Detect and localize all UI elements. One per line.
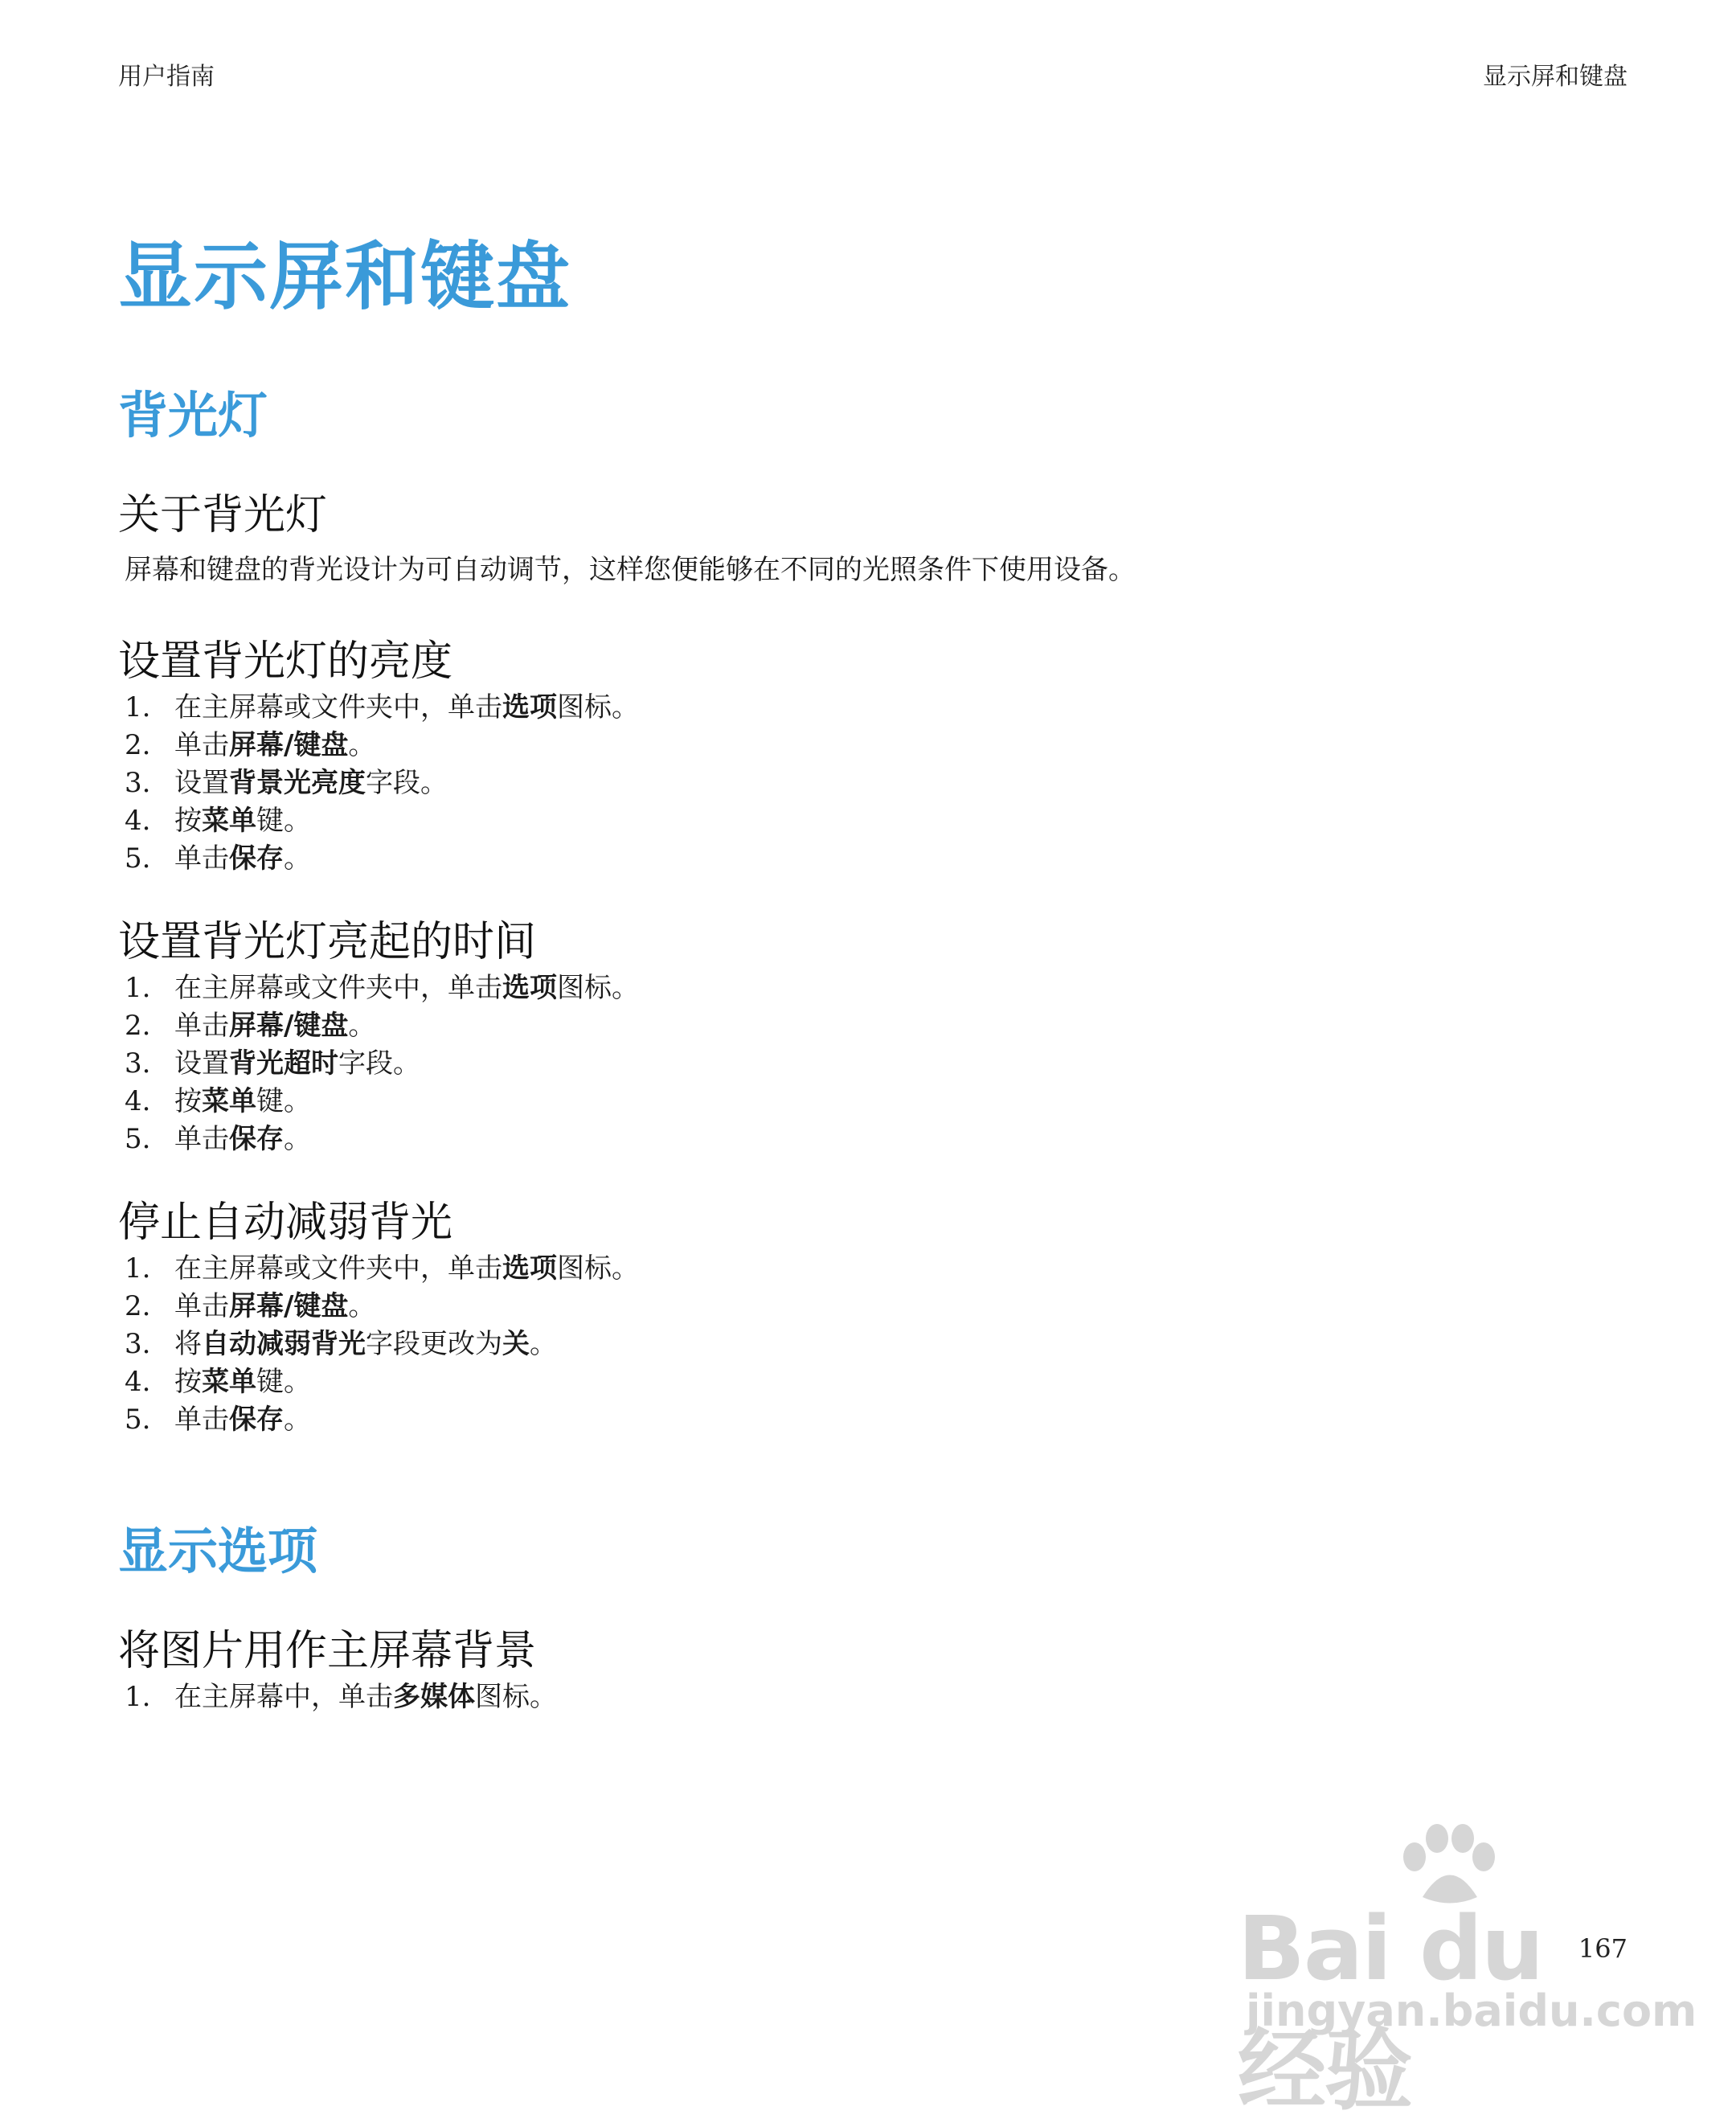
step-text-segment: 设置 xyxy=(174,1047,229,1080)
step-number: 1. xyxy=(125,972,151,1004)
list-item xyxy=(118,1083,1629,1121)
step-text-segment: 。 xyxy=(530,1328,557,1360)
step-ui-term: 背景光亮度 xyxy=(229,767,366,799)
step-text-segment: 将 xyxy=(174,1328,202,1360)
step-number: 1. xyxy=(125,1252,151,1285)
step-text xyxy=(174,727,375,764)
list-item xyxy=(118,1678,1629,1716)
step-text xyxy=(174,1401,311,1439)
step-ui-term: 多媒体 xyxy=(393,1681,475,1713)
step-text xyxy=(174,1045,420,1083)
list-item xyxy=(118,1121,1629,1158)
step-text-segment: 图标。 xyxy=(475,1681,557,1713)
step-text xyxy=(174,840,311,878)
header-left: 用户指南 xyxy=(118,63,215,91)
list-item xyxy=(118,1363,1629,1401)
steps-wallpaper xyxy=(118,1678,1629,1716)
step-number: 5. xyxy=(125,1123,151,1155)
step-number: 3. xyxy=(125,1047,151,1080)
step-text-segment: 。 xyxy=(348,1290,376,1322)
baidu-watermark xyxy=(1238,1821,1697,2122)
step-number: 3. xyxy=(125,1328,151,1360)
step-ui-term: 屏幕/键盘 xyxy=(229,729,349,761)
step-text-segment: 图标。 xyxy=(557,972,639,1004)
step-number: 4. xyxy=(125,1366,151,1398)
step-text-segment: 。 xyxy=(284,842,311,875)
paw-icon xyxy=(1390,1821,1503,1909)
step-text-segment: 在主屏幕中，单击 xyxy=(174,1681,393,1713)
step-text-segment: 按 xyxy=(174,805,202,837)
page-number: 167 xyxy=(1578,1933,1628,1964)
step-text xyxy=(174,764,448,802)
subheading-about-backlight: 关于背光灯 xyxy=(118,491,328,539)
step-text-segment: 图标。 xyxy=(557,1252,639,1285)
step-text-segment: 单击 xyxy=(174,729,229,761)
step-text-segment: 单击 xyxy=(174,1404,229,1436)
list-item xyxy=(118,840,1629,878)
step-text-segment: 键。 xyxy=(256,1085,311,1117)
step-number: 2. xyxy=(125,1290,151,1322)
step-ui-term: 保存 xyxy=(229,842,284,875)
list-item xyxy=(118,689,1629,727)
step-text-segment: 。 xyxy=(348,729,376,761)
step-text-segment: 字段更改为 xyxy=(366,1328,502,1360)
step-text-segment: 。 xyxy=(284,1123,311,1155)
step-text-segment: 。 xyxy=(284,1404,311,1436)
subheading-wallpaper: 将图片用作主屏幕背景 xyxy=(118,1627,537,1675)
step-text xyxy=(174,1678,557,1716)
step-number: 1. xyxy=(125,691,151,723)
list-item xyxy=(118,764,1629,802)
step-ui-term: 屏幕/键盘 xyxy=(229,1010,349,1042)
steps-timeout xyxy=(118,969,1629,1158)
step-text xyxy=(174,689,639,727)
section-heading-backlight: 背光灯 xyxy=(118,386,268,445)
step-text-segment: 设置 xyxy=(174,767,229,799)
step-number: 2. xyxy=(125,729,151,761)
step-text xyxy=(174,802,311,840)
step-text-segment: 键。 xyxy=(256,805,311,837)
list-item xyxy=(118,1045,1629,1083)
step-ui-term: 自动减弱背光 xyxy=(202,1328,366,1360)
step-text xyxy=(174,969,639,1007)
step-number: 3. xyxy=(125,767,151,799)
step-text-segment: 单击 xyxy=(174,1010,229,1042)
step-text-segment: 单击 xyxy=(174,1290,229,1322)
step-number: 4. xyxy=(125,805,151,837)
list-item xyxy=(118,1288,1629,1326)
steps-dimming xyxy=(118,1250,1629,1439)
watermark-url: jingyan.baidu.com xyxy=(1246,1986,1697,2036)
step-number: 5. xyxy=(125,842,151,875)
step-ui-term: 选项 xyxy=(502,691,557,723)
step-text xyxy=(174,1121,311,1158)
step-text-segment: 单击 xyxy=(174,1123,229,1155)
step-ui-term: 屏幕/键盘 xyxy=(229,1290,349,1322)
step-text xyxy=(174,1083,311,1121)
step-ui-term: 菜单 xyxy=(202,1085,256,1117)
step-text-segment: 在主屏幕或文件夹中，单击 xyxy=(174,691,502,723)
step-text xyxy=(174,1326,557,1363)
steps-brightness xyxy=(118,689,1629,878)
watermark-logo: Bai du 经验 xyxy=(1238,1897,1543,2122)
list-item xyxy=(118,1401,1629,1439)
step-number: 4. xyxy=(125,1085,151,1117)
step-text-segment: 按 xyxy=(174,1366,202,1398)
list-item xyxy=(118,1007,1629,1045)
step-ui-term: 菜单 xyxy=(202,805,256,837)
step-text-segment: 。 xyxy=(348,1010,376,1042)
step-ui-term: 关 xyxy=(502,1328,530,1360)
step-text xyxy=(174,1363,311,1401)
list-item xyxy=(118,727,1629,764)
step-ui-term: 背光超时 xyxy=(229,1047,338,1080)
step-number: 2. xyxy=(125,1010,151,1042)
step-text-segment: 图标。 xyxy=(557,691,639,723)
step-text-segment: 字段。 xyxy=(366,767,448,799)
step-text xyxy=(174,1007,375,1045)
step-ui-term: 保存 xyxy=(229,1404,284,1436)
step-ui-term: 保存 xyxy=(229,1123,284,1155)
step-text-segment: 键。 xyxy=(256,1366,311,1398)
list-item xyxy=(118,1326,1629,1363)
step-text-segment: 按 xyxy=(174,1085,202,1117)
step-text-segment: 字段。 xyxy=(338,1047,420,1080)
step-text xyxy=(174,1288,375,1326)
header-right: 显示屏和键盘 xyxy=(1483,63,1628,91)
step-ui-term: 选项 xyxy=(502,972,557,1004)
step-text-segment: 在主屏幕或文件夹中，单击 xyxy=(174,972,502,1004)
subheading-brightness: 设置背光灯的亮度 xyxy=(118,637,453,686)
step-ui-term: 选项 xyxy=(502,1252,557,1285)
step-number: 1. xyxy=(125,1681,151,1713)
page-title: 显示屏和键盘 xyxy=(118,234,572,320)
subheading-backlight-timeout: 设置背光灯亮起的时间 xyxy=(118,918,537,966)
step-text-segment: 单击 xyxy=(174,842,229,875)
step-ui-term: 菜单 xyxy=(202,1366,256,1398)
list-item xyxy=(118,1250,1629,1288)
step-number: 5. xyxy=(125,1404,151,1436)
document-body xyxy=(118,229,1629,1716)
step-text-segment: 在主屏幕或文件夹中，单击 xyxy=(174,1252,502,1285)
about-backlight-paragraph: 屏幕和键盘的背光设计为可自动调节，这样您便能够在不同的光照条件下使用设备。 xyxy=(125,554,1136,586)
section-heading-display-options: 显示选项 xyxy=(118,1522,318,1580)
step-text xyxy=(174,1250,639,1288)
list-item xyxy=(118,969,1629,1007)
subheading-auto-dimming: 停止自动减弱背光 xyxy=(118,1199,453,1247)
list-item xyxy=(118,802,1629,840)
